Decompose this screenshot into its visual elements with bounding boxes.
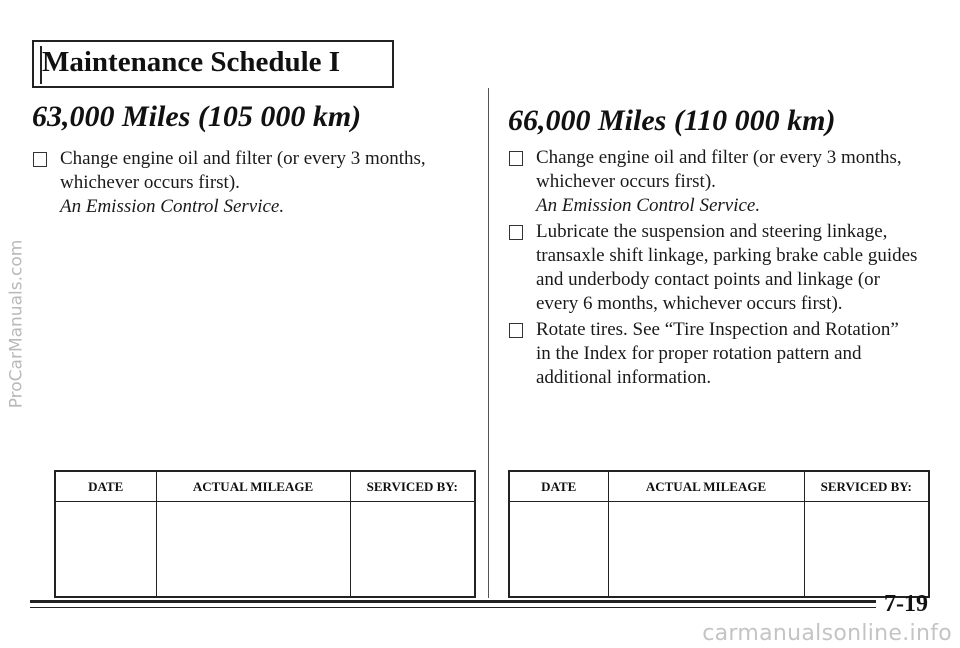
table-row <box>509 502 929 598</box>
checkbox-icon[interactable] <box>33 152 47 167</box>
checklist-item <box>508 220 918 316</box>
checkbox-icon[interactable] <box>509 151 523 166</box>
checkbox-icon[interactable] <box>509 323 523 338</box>
item-text: Rotate tires. See “Tire Inspection and Rotation” in the Index for proper rotation pattern and additional information. <box>536 319 899 388</box>
column-header-serviced-by: SERVICED BY: <box>804 471 929 502</box>
footer-rule <box>30 600 876 603</box>
checklist-item <box>508 146 918 218</box>
footer-rule-thin <box>30 607 876 608</box>
serviced-by-cell[interactable] <box>804 502 929 598</box>
table-header-row <box>509 471 929 502</box>
item-text: Change engine oil and filter (or every 3 months, whichever occurs first). <box>60 148 426 193</box>
column-header-date: DATE <box>55 471 156 502</box>
service-log-table-63000 <box>54 470 476 598</box>
column-header-serviced-by: SERVICED BY: <box>350 471 475 502</box>
table-header-row <box>55 471 475 502</box>
serviced-by-cell[interactable] <box>350 502 475 598</box>
mileage-cell[interactable] <box>608 502 804 598</box>
item-note: An Emission Control Service. <box>536 195 761 216</box>
service-log-table-66000 <box>508 470 930 598</box>
item-note: An Emission Control Service. <box>60 196 285 217</box>
side-watermark-text: ProCarManuals.com <box>6 239 26 409</box>
item-text: Change engine oil and filter (or every 3 months, whichever occurs first). <box>536 147 902 192</box>
mileage-cell[interactable] <box>156 502 350 598</box>
date-cell[interactable] <box>55 502 156 598</box>
column-header-date: DATE <box>509 471 608 502</box>
page-title: Maintenance Schedule I <box>42 46 341 78</box>
checklist-item <box>32 147 432 219</box>
section-heading-66000: 66,000 Miles (110 000 km) <box>508 104 836 137</box>
bottom-watermark: carmanualsonline.info <box>702 621 952 646</box>
side-watermark <box>2 0 30 648</box>
checklist-63000 <box>32 147 432 221</box>
checklist-item <box>508 318 918 390</box>
date-cell[interactable] <box>509 502 608 598</box>
checkbox-icon[interactable] <box>509 225 523 240</box>
table-row <box>55 502 475 598</box>
section-heading-63000: 63,000 Miles (105 000 km) <box>32 100 362 133</box>
column-header-actual-mileage: ACTUAL MILEAGE <box>608 471 804 502</box>
item-text: Lubricate the suspension and steering linkage, transaxle shift linkage, parking brake cable guides and underbody contact points and linkage (or every 6 months, whichever occurs first). <box>536 221 918 314</box>
page-number: 7-19 <box>884 591 928 617</box>
column-divider <box>488 88 489 598</box>
column-header-actual-mileage: ACTUAL MILEAGE <box>156 471 350 502</box>
checklist-66000 <box>508 146 918 392</box>
